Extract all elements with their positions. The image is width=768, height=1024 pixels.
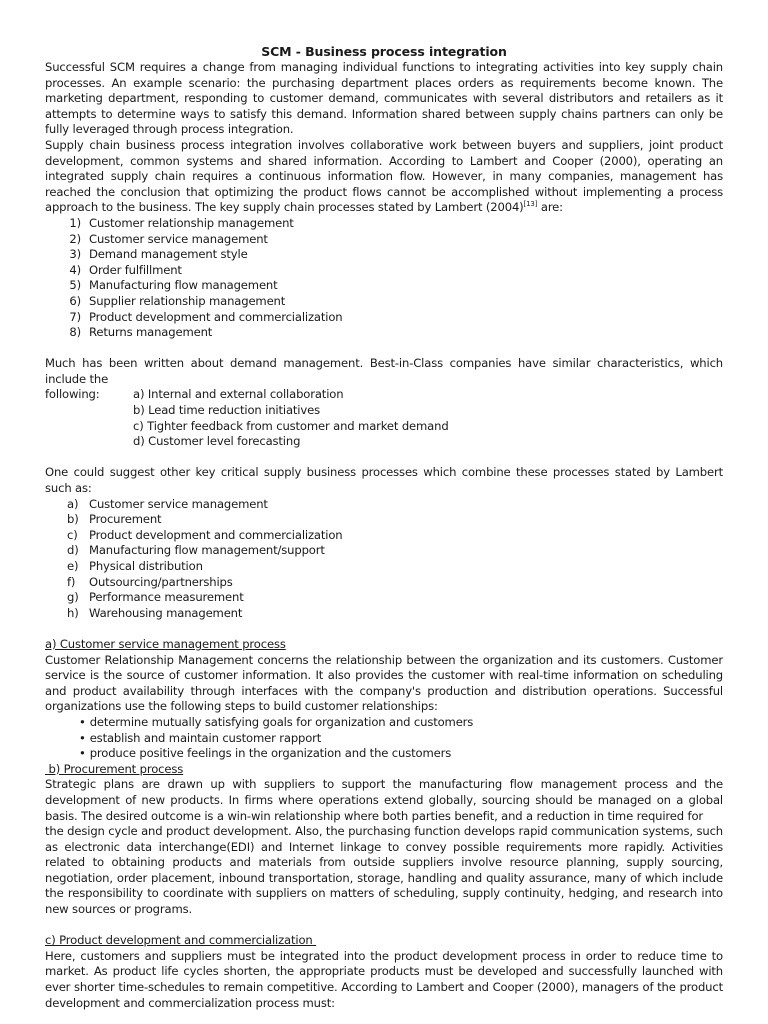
intro-paragraph: Successful SCM requires a change from managing individual functions to integrating activities into key supply chain processes. An example scenario: the purchasing department places orders as requirements become known. The marketing department, responding to customer demand, communicates with several distributors and retailers as it attempts to determine ways to satisfy this demand. Information shared between supply chains partners can only be fully leveraged through process integration. [45, 60, 723, 137]
section-b-heading: b) Procurement process [45, 761, 184, 776]
list-text: Manufacturing flow management [89, 278, 278, 293]
list-item [45, 606, 723, 622]
list-item [45, 294, 723, 310]
list-item [45, 590, 723, 606]
citation-13: [13] [523, 200, 538, 209]
section-b-body-2: the design cycle and product development. Also, the purchasing function develops rapid communication systems, such as electronic data interchange(EDI) and Internet linkage to convey possible requirements more rapidly. Activities related to obtaining products and materials from outside suppliers involve resource planning, supply sourcing, negotiation, order placement, inbound transportation, storage, handling and quality assurance, many of which include the responsibility to coordinate with suppliers on matters of scheduling, supply continuity, hedging, and research into new sources or programs. [45, 824, 723, 917]
list-marker: b) [67, 512, 79, 527]
list-marker: f) [67, 574, 76, 589]
demand-item: a) Internal and external collaboration [133, 387, 344, 402]
list-item [45, 325, 723, 341]
list-text: Customer service management [89, 496, 268, 511]
list-item [45, 310, 723, 326]
list-marker: 2) [69, 231, 81, 246]
demand-item: d) Customer level forecasting [133, 434, 301, 449]
integration-tail: are: [537, 200, 563, 215]
list-text: Returns management [89, 325, 213, 340]
bullet-item: • produce positive feelings in the organization and the customers [79, 746, 723, 762]
demand-list [45, 387, 723, 449]
section-c-body: Here, customers and suppliers must be integrated into the product development process in order to reduce time to market. As product life cycles shorten, the appropriate products must be developed and successfully launched with ever shorter time-schedules to remain competitive. According to Lambert and Cooper (2000), managers of the product development and commercialization process must: [45, 948, 723, 1010]
list-item [45, 512, 723, 528]
integration-text: Supply chain business process integration involves collaborative work between buyers and suppliers, joint product development, common systems and shared information. According to Lambert and Cooper (2000), operating an integrated supply chain requires a continuous information flow. However, in many companies, management has reached the conclusion that optimizing the product flows cannot be accomplished without implementing a process approach to the business. The key supply chain processes stated by Lambert (2004) [45, 137, 723, 215]
lambert-process-list [45, 216, 723, 341]
list-text: Outsourcing/partnerships [89, 574, 233, 589]
list-item [45, 528, 723, 544]
list-text: Performance measurement [89, 590, 244, 605]
list-marker: 4) [69, 262, 81, 277]
list-item [45, 247, 723, 263]
integration-paragraph [45, 138, 723, 216]
demand-item: c) Tighter feedback from customer and market demand [133, 418, 449, 433]
list-item [45, 559, 723, 575]
list-item [45, 278, 723, 294]
bullet-item: • determine mutually satisfying goals for organization and customers [79, 715, 723, 731]
section-a-heading: a) Customer service management process [45, 636, 286, 651]
list-text: Customer service management [89, 231, 268, 246]
list-text: Order fulfillment [89, 262, 182, 277]
list-text: Physical distribution [89, 559, 203, 573]
list-item [45, 497, 723, 513]
list-marker: e) [67, 559, 79, 573]
document-page [45, 44, 723, 1011]
list-item [45, 263, 723, 279]
list-text: Customer relationship management [89, 215, 294, 230]
list-marker: d) [67, 543, 79, 558]
section-c-heading: c) Product development and commercialization [45, 933, 317, 948]
list-marker: 8) [69, 325, 81, 340]
list-marker: 5) [69, 278, 81, 293]
document-title: SCM - Business process integration [261, 44, 507, 59]
list-marker: h) [67, 605, 79, 620]
list-marker: 6) [69, 293, 81, 308]
critical-process-list [45, 497, 723, 622]
list-item [45, 216, 723, 232]
list-text: Product development and commercialization [89, 527, 343, 542]
list-text: Demand management style [89, 247, 248, 262]
demand-paragraph: Much has been written about demand management. Best-in-Class companies have similar characteristics, which include the [45, 356, 723, 386]
list-marker: a) [67, 496, 79, 511]
demand-item: b) Lead time reduction initiatives [133, 403, 320, 418]
list-item [45, 543, 723, 559]
list-text: Procurement [89, 512, 162, 527]
demand-lead: following: [45, 387, 100, 402]
list-marker: c) [67, 527, 78, 542]
list-text: Manufacturing flow management/support [89, 543, 325, 558]
section-a-body: Customer Relationship Management concerns the relationship between the organization and its customers. Customer service is the source of customer information. It also provides the customer with real-time information on scheduling and product availability through interfaces with the company's production and distribution operations. Successful organizations use the following steps to build customer relationships: [45, 652, 723, 714]
list-marker: 3) [69, 247, 81, 262]
list-item [45, 232, 723, 248]
list-marker: 7) [69, 309, 81, 324]
list-marker: 1) [69, 215, 81, 230]
list-text: Supplier relationship management [89, 293, 286, 308]
critical-paragraph: One could suggest other key critical supply business processes which combine these processes stated by Lambert such as: [45, 465, 723, 496]
list-marker: g) [67, 590, 79, 605]
section-a-bullets [45, 715, 723, 762]
list-text: Warehousing management [89, 605, 243, 620]
list-item [45, 575, 723, 591]
bullet-item: • establish and maintain customer rapport [79, 731, 723, 747]
list-text: Product development and commercialization [89, 309, 343, 324]
section-b-body-1: Strategic plans are drawn up with suppliers to support the manufacturing flow management process and the development of new products. In firms where operations extend globally, sourcing should be managed on a global basis. The desired outcome is a win-win relationship where both parties benefit, and a reduction in time required for [45, 777, 723, 823]
